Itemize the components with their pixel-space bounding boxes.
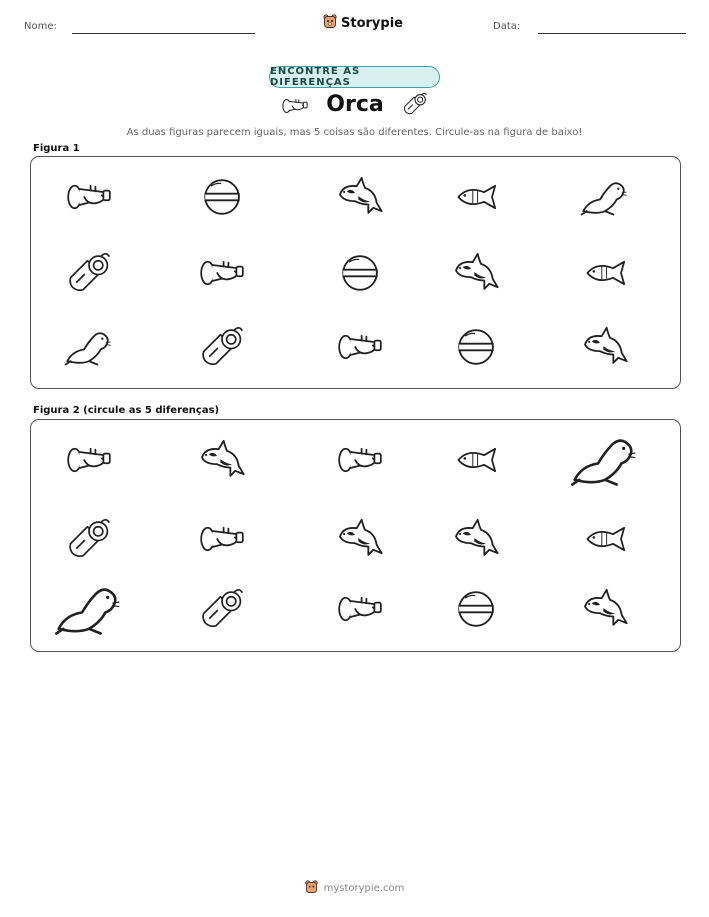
whistle-icon[interactable] (187, 579, 257, 639)
brand-name: Storypie (341, 16, 403, 31)
ball-icon (325, 243, 395, 303)
whistle-icon (402, 92, 428, 120)
ball-icon[interactable] (441, 579, 511, 639)
date-label: Data: (493, 21, 521, 32)
trumpet-icon (325, 317, 395, 377)
fish-icon (441, 167, 511, 227)
trumpet-icon[interactable] (325, 579, 395, 639)
fish-icon[interactable] (570, 509, 640, 569)
trumpet-icon[interactable] (54, 430, 124, 490)
seal-icon[interactable] (560, 425, 650, 495)
orca-icon (325, 167, 395, 227)
instructions: As duas figuras parecem iguais, mas 5 coisas são diferentes. Circule-as na figura de baixo! (126, 127, 583, 138)
fish-icon[interactable] (441, 430, 511, 490)
orca-icon (441, 243, 511, 303)
ball-icon (187, 167, 257, 227)
figure2-label: Figura 2 (circule as 5 diferenças) (33, 405, 220, 416)
seal-icon[interactable] (44, 574, 134, 644)
figure1-label: Figura 1 (33, 143, 80, 154)
fish-icon (570, 243, 640, 303)
whistle-icon (187, 317, 257, 377)
seal-icon (570, 167, 640, 227)
storypie-bear-icon (305, 880, 318, 897)
trumpet-icon[interactable] (187, 509, 257, 569)
orca-icon[interactable] (187, 430, 257, 490)
orca-icon (570, 317, 640, 377)
storypie-bear-icon (323, 14, 337, 33)
ball-icon (441, 317, 511, 377)
name-label: Nome: (24, 21, 57, 32)
orca-icon[interactable] (325, 509, 395, 569)
orca-icon[interactable] (570, 579, 640, 639)
trumpet-icon[interactable] (325, 430, 395, 490)
trumpet-icon (187, 243, 257, 303)
name-field-line[interactable] (72, 33, 255, 34)
whistle-icon (54, 243, 124, 303)
seal-icon (54, 317, 124, 377)
activity-badge: ENCONTRE AS DIFERENÇAS (269, 66, 440, 88)
page-title: Orca (326, 92, 384, 117)
whistle-icon[interactable] (54, 509, 124, 569)
brand-logo (323, 14, 403, 33)
orca-icon[interactable] (441, 509, 511, 569)
date-field-line[interactable] (538, 33, 686, 34)
trumpet-icon (54, 167, 124, 227)
footer (0, 880, 709, 897)
footer-link[interactable]: mystorypie.com (323, 883, 405, 894)
